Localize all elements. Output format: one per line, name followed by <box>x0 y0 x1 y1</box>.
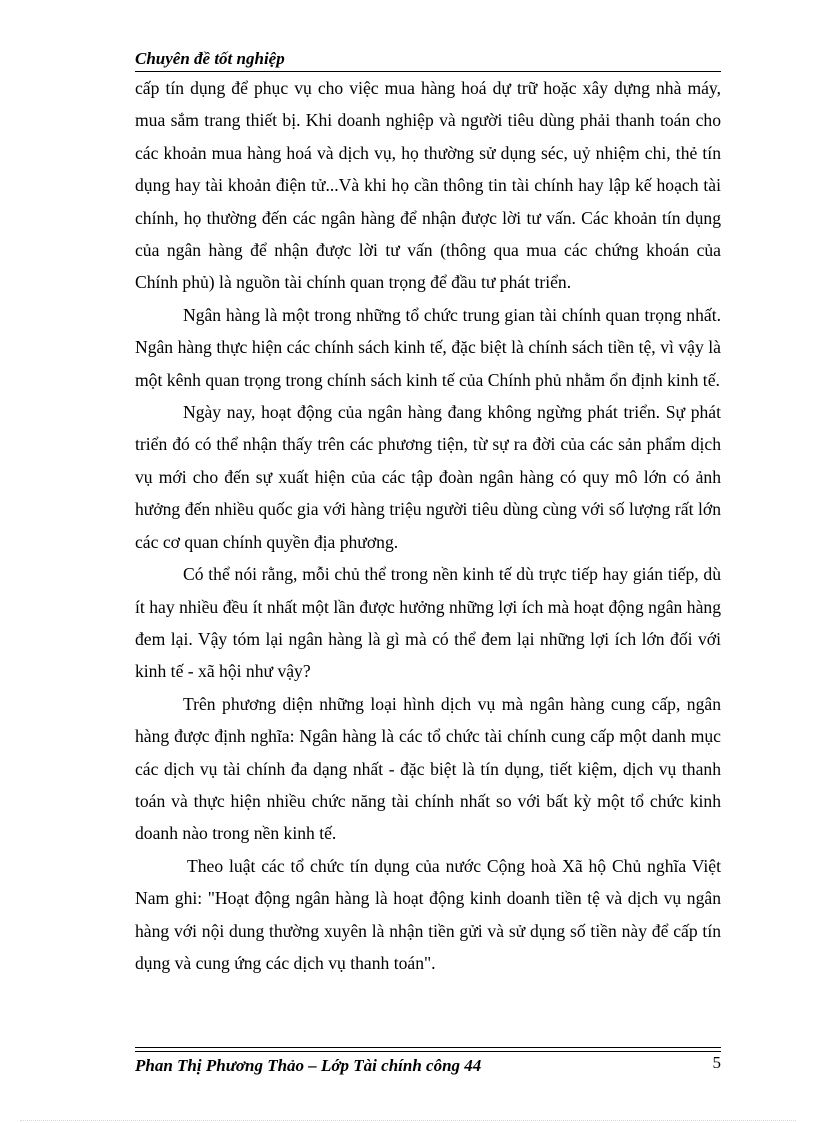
paragraph-6: Theo luật các tổ chức tín dụng của nước Cộng hoà Xã hộ Chủ nghĩa Việt Nam ghi: "Hoạt động ngân hàng là hoạt động kinh doanh tiền tệ và dịch vụ ngân hàng với nội dung thường xuyên là nhận tiền gửi và sử dụng số tiền này để cấp tín dụng và cung ứng các dịch vụ thanh toán". <box>135 855 721 973</box>
page-edge-divider <box>20 1120 796 1121</box>
paragraph-3: Ngày nay, hoạt động của ngân hàng đang không ngừng phát triển. Sự phát triển đó có thể nhận thấy trên các phương tiện, từ sự ra đời của các sản phẩm dịch vụ mới cho đến sự xuất hiện của các tập đoàn ngân hàng có quy mô lớn có ảnh hưởng đến nhiều quốc gia với hàng triệu người tiêu dùng cùng với số lượng rất lớn các cơ quan chính quyền địa phương. <box>135 402 721 552</box>
footer-author-line: Phan Thị Phương Thảo – Lớp Tài chính công 44 <box>135 1056 482 1075</box>
paragraph-1: cấp tín dụng để phục vụ cho việc mua hàng hoá dự trữ hoặc xây dựng nhà máy, mua sắm trang thiết bị. Khi doanh nghiệp và người tiêu dùng phải thanh toán cho các khoản mua hàng hoá và dịch vụ, họ thường sử dụng séc, uỷ nhiệm chi, thẻ tín dụng hay tài khoản điện tử...Và khi họ cần thông tin tài chính hay lập kế hoạch tài chính, họ thường đến các ngân hàng để nhận được lời tư vấn. Các khoản tín dụng của ngân hàng để nhận được lời tư vấn (thông qua mua các chứng khoán của Chính phủ) là nguồn tài chính quan trọng để đầu tư phát triển. <box>135 78 721 293</box>
paragraph-2: Ngân hàng là một trong những tổ chức trung gian tài chính quan trọng nhất. Ngân hàng thực hiện các chính sách kinh tế, đặc biệt là chính sách tiền tệ, vì vậy là một kênh quan trọng trong chính sách kinh tế của Chính phủ nhằm ổn định kinh tế. <box>135 304 721 390</box>
page-number: 5 <box>712 1053 721 1072</box>
paragraph-4: Có thể nói rằng, mỗi chủ thể trong nền kinh tế dù trực tiếp hay gián tiếp, dù ít hay nhiều đều ít nhất một lần được hưởng những lợi ích mà hoạt động ngân hàng đem lại. Vậy tóm lại ngân hàng là gì mà có thể đem lại những lợi ích lớn đối với kinh tế - xã hội như vậy? <box>135 564 721 682</box>
paragraph-5: Trên phương diện những loại hình dịch vụ mà ngân hàng cung cấp, ngân hàng được định nghĩa: Ngân hàng là các tổ chức tài chính cung cấp một danh mục các dịch vụ tài chính đa dạng nhất - đặc biệt là tín dụng, tiết kiệm, dịch vụ thanh toán và thực hiện nhiều chức năng tài chính nhất so với bất kỳ một tổ chức kinh doanh nào trong nền kinh tế. <box>135 693 721 844</box>
page-header-title: Chuyên đề tốt nghiệp <box>135 49 285 68</box>
document-body <box>135 72 721 979</box>
footer-divider <box>135 1047 721 1052</box>
